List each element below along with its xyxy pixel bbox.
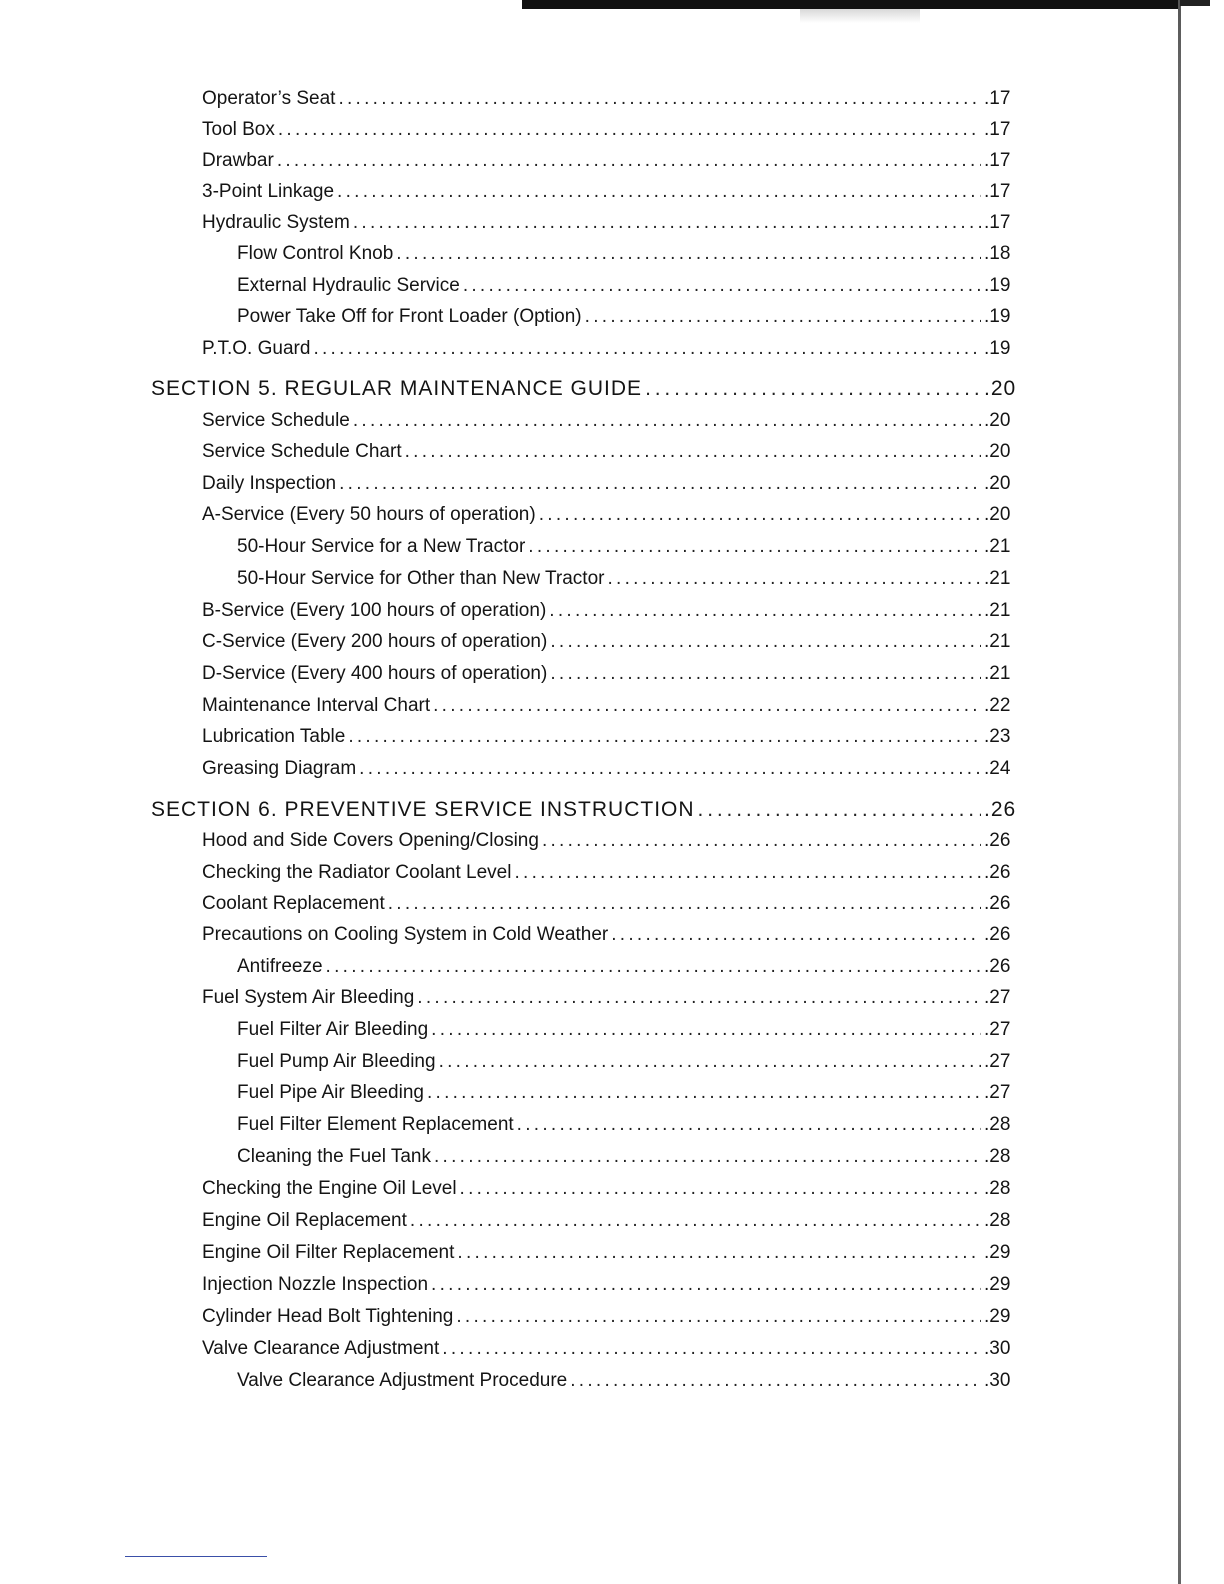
toc-entry	[0, 1208, 1012, 1234]
toc-entry	[0, 693, 1012, 719]
toc-entry-label: Flow Control Knob	[237, 243, 394, 264]
dot-leader	[277, 148, 981, 174]
toc-entry-label: Hood and Side Covers Opening/Closing	[202, 830, 539, 851]
toc-entry-label: Maintenance Interval Chart	[202, 695, 431, 716]
toc-section-heading	[0, 797, 1017, 823]
dot-leader	[514, 860, 981, 886]
toc-page-number: .27	[984, 1019, 1011, 1040]
dot-leader	[353, 210, 981, 236]
dot-leader	[550, 629, 981, 655]
toc-entry	[0, 566, 1012, 592]
toc-page-number: .26	[984, 893, 1011, 914]
toc-page-number: .17	[984, 88, 1011, 109]
toc-page-number: .21	[984, 631, 1011, 652]
toc-entry-label: Drawbar	[202, 150, 274, 171]
toc-entry-label: C-Service (Every 200 hours of operation)	[202, 631, 548, 652]
toc-entry	[0, 1144, 1012, 1170]
dot-leader	[585, 304, 981, 330]
dot-leader	[388, 891, 981, 917]
toc-entry	[0, 860, 1012, 886]
toc-entry	[0, 1017, 1012, 1043]
toc-entry	[0, 1368, 1012, 1394]
toc-entry	[0, 210, 1012, 236]
toc-entry-label: Daily Inspection	[202, 473, 337, 494]
toc-page-number: .27	[984, 1082, 1011, 1103]
toc-entry-label: Fuel Pump Air Bleeding	[237, 1051, 436, 1072]
dot-leader	[698, 797, 981, 823]
toc-page-number: .26	[984, 924, 1011, 945]
toc-entry	[0, 1304, 1012, 1330]
dot-leader	[417, 985, 981, 1011]
dot-leader	[405, 439, 981, 465]
toc-entry-label: Antifreeze	[237, 956, 323, 977]
toc-page-number: .26	[984, 798, 1017, 821]
dot-leader	[396, 241, 981, 267]
dot-leader	[611, 922, 981, 948]
toc-page-number: .19	[984, 275, 1011, 296]
toc-entry	[0, 724, 1012, 750]
toc-page-number: .18	[984, 243, 1011, 264]
toc-entry-label: 50-Hour Service for Other than New Tractor	[237, 568, 605, 589]
toc-entry	[0, 179, 1012, 205]
toc-page-number: .28	[984, 1146, 1011, 1167]
dot-leader	[570, 1368, 981, 1394]
toc-entry	[0, 1112, 1012, 1138]
toc-entry	[0, 241, 1012, 267]
toc-entry	[0, 1080, 1012, 1106]
toc-entry-label: Tool Box	[202, 119, 275, 140]
toc-entry-label: Fuel Filter Element Replacement	[237, 1114, 514, 1135]
toc-page-number: .21	[984, 536, 1011, 557]
toc-entry-label: SECTION 6. PREVENTIVE SERVICE INSTRUCTION	[151, 798, 695, 821]
toc-page-number: .21	[984, 600, 1011, 621]
toc-page-number: .20	[984, 504, 1011, 525]
toc-page-number: .28	[984, 1114, 1011, 1135]
dot-leader	[339, 471, 981, 497]
toc-entry	[0, 629, 1012, 655]
toc-entry-label: 3-Point Linkage	[202, 181, 335, 202]
toc-page-number: .19	[984, 338, 1011, 359]
toc-page-number: .17	[984, 119, 1011, 140]
toc-entry-label: External Hydraulic Service	[237, 275, 460, 296]
toc-entry-label: Fuel System Air Bleeding	[202, 987, 415, 1008]
dot-leader	[439, 1049, 981, 1075]
toc-entry	[0, 1176, 1012, 1202]
dot-leader	[431, 1017, 981, 1043]
toc-page-number: .30	[984, 1370, 1011, 1391]
toc-entry	[0, 502, 1012, 528]
toc-entry-label: Coolant Replacement	[202, 893, 385, 914]
top-scan-bar	[522, 0, 1178, 9]
toc-entry-label: Cleaning the Fuel Tank	[237, 1146, 431, 1167]
toc-page-number: .27	[984, 1051, 1011, 1072]
dot-leader	[338, 86, 981, 112]
dot-leader	[427, 1080, 981, 1106]
toc-entry	[0, 86, 1012, 112]
toc-page-number: .29	[984, 1306, 1011, 1327]
toc-entry-label: B-Service (Every 100 hours of operation)	[202, 600, 547, 621]
dot-leader	[337, 179, 981, 205]
toc-page-number: .22	[984, 695, 1011, 716]
toc-entry	[0, 148, 1012, 174]
toc-page-number: .17	[984, 181, 1011, 202]
dot-leader	[542, 828, 981, 854]
toc-entry-label: Valve Clearance Adjustment	[202, 1338, 440, 1359]
toc-entry	[0, 1240, 1012, 1266]
toc-page-number: .26	[984, 862, 1011, 883]
toc-entry	[0, 598, 1012, 624]
toc-entry-label: Checking the Radiator Coolant Level	[202, 862, 512, 883]
toc-entry-label: Operator’s Seat	[202, 88, 336, 109]
dot-leader	[348, 724, 981, 750]
toc-page-number: .30	[984, 1338, 1011, 1359]
toc-entry	[0, 1336, 1012, 1362]
right-edge-mark	[1180, 0, 1210, 6]
toc-entry	[0, 304, 1012, 330]
dot-leader	[645, 376, 981, 402]
toc-entry	[0, 534, 1012, 560]
dot-leader	[549, 598, 981, 624]
footnote-rule	[125, 1556, 267, 1557]
toc-entry-label: 50-Hour Service for a New Tractor	[237, 536, 526, 557]
toc-page-number: .21	[984, 568, 1011, 589]
toc-page-number: .24	[984, 758, 1011, 779]
toc-page-number: .17	[984, 212, 1011, 233]
toc-page-number: .26	[984, 956, 1011, 977]
toc-entry	[0, 439, 1012, 465]
toc-page-number: .28	[984, 1210, 1011, 1231]
toc-page-number: .19	[984, 306, 1011, 327]
toc-page-number: .20	[984, 441, 1011, 462]
toc-page-number: .29	[984, 1274, 1011, 1295]
dot-leader	[517, 1112, 981, 1138]
toc-page-number: .17	[984, 150, 1011, 171]
toc-entry-label: Engine Oil Replacement	[202, 1210, 407, 1231]
dot-leader	[460, 1176, 981, 1202]
dot-leader	[410, 1208, 981, 1234]
dot-leader	[431, 1272, 981, 1298]
toc-entry	[0, 408, 1012, 434]
top-scan-smudge	[800, 9, 920, 23]
toc-page-number: .20	[984, 377, 1017, 400]
toc-entry	[0, 661, 1012, 687]
toc-entry	[0, 922, 1012, 948]
dot-leader	[433, 693, 981, 719]
toc-page-number: .27	[984, 987, 1011, 1008]
toc-entry	[0, 273, 1012, 299]
toc-entry-label: Greasing Diagram	[202, 758, 357, 779]
dot-leader	[353, 408, 981, 434]
dot-leader	[434, 1144, 981, 1170]
toc-entry	[0, 954, 1012, 980]
dot-leader	[326, 954, 981, 980]
dot-leader	[313, 336, 981, 362]
dot-leader	[442, 1336, 981, 1362]
toc-entry	[0, 828, 1012, 854]
toc-entry-label: Precautions on Cooling System in Cold Weather	[202, 924, 609, 945]
dot-leader	[607, 566, 981, 592]
toc-entry-label: Valve Clearance Adjustment Procedure	[237, 1370, 568, 1391]
dot-leader	[528, 534, 981, 560]
toc-entry-label: Engine Oil Filter Replacement	[202, 1242, 455, 1263]
dot-leader	[359, 756, 981, 782]
toc-entry-label: Service Schedule	[202, 410, 350, 431]
toc-entry	[0, 891, 1012, 917]
toc-entry-label: D-Service (Every 400 hours of operation)	[202, 663, 548, 684]
toc-entry-label: P.T.O. Guard	[202, 338, 311, 359]
toc-entry	[0, 1049, 1012, 1075]
toc-entry	[0, 336, 1012, 362]
toc-page-number: .20	[984, 473, 1011, 494]
dot-leader	[550, 661, 981, 687]
toc-section-heading	[0, 376, 1017, 402]
toc-page-number: .29	[984, 1242, 1011, 1263]
toc-entry	[0, 1272, 1012, 1298]
toc-entry	[0, 985, 1012, 1011]
toc-entry-label: Hydraulic System	[202, 212, 350, 233]
toc-entry-label: Lubrication Table	[202, 726, 346, 747]
toc-entry-label: Injection Nozzle Inspection	[202, 1274, 429, 1295]
toc-entry	[0, 756, 1012, 782]
toc-entry-label: Checking the Engine Oil Level	[202, 1178, 457, 1199]
toc-entry-label: A-Service (Every 50 hours of operation)	[202, 504, 536, 525]
toc-page-number: .20	[984, 410, 1011, 431]
toc-page-number: .28	[984, 1178, 1011, 1199]
toc-entry	[0, 471, 1012, 497]
dot-leader	[463, 273, 981, 299]
toc-entry-label: Power Take Off for Front Loader (Option)	[237, 306, 582, 327]
toc-entry-label: Fuel Filter Air Bleeding	[237, 1019, 429, 1040]
dot-leader	[457, 1240, 981, 1266]
toc-entry-label: SECTION 5. REGULAR MAINTENANCE GUIDE	[151, 377, 643, 400]
right-page-edge	[1178, 0, 1181, 1584]
dot-leader	[278, 117, 981, 143]
toc-page-number: .23	[984, 726, 1011, 747]
toc-entry-label: Fuel Pipe Air Bleeding	[237, 1082, 424, 1103]
dot-leader	[539, 502, 981, 528]
toc-entry	[0, 117, 1012, 143]
toc-page-number: .26	[984, 830, 1011, 851]
dot-leader	[456, 1304, 981, 1330]
toc-page-number: .21	[984, 663, 1011, 684]
toc-entry-label: Cylinder Head Bolt Tightening	[202, 1306, 454, 1327]
toc-entry-label: Service Schedule Chart	[202, 441, 402, 462]
